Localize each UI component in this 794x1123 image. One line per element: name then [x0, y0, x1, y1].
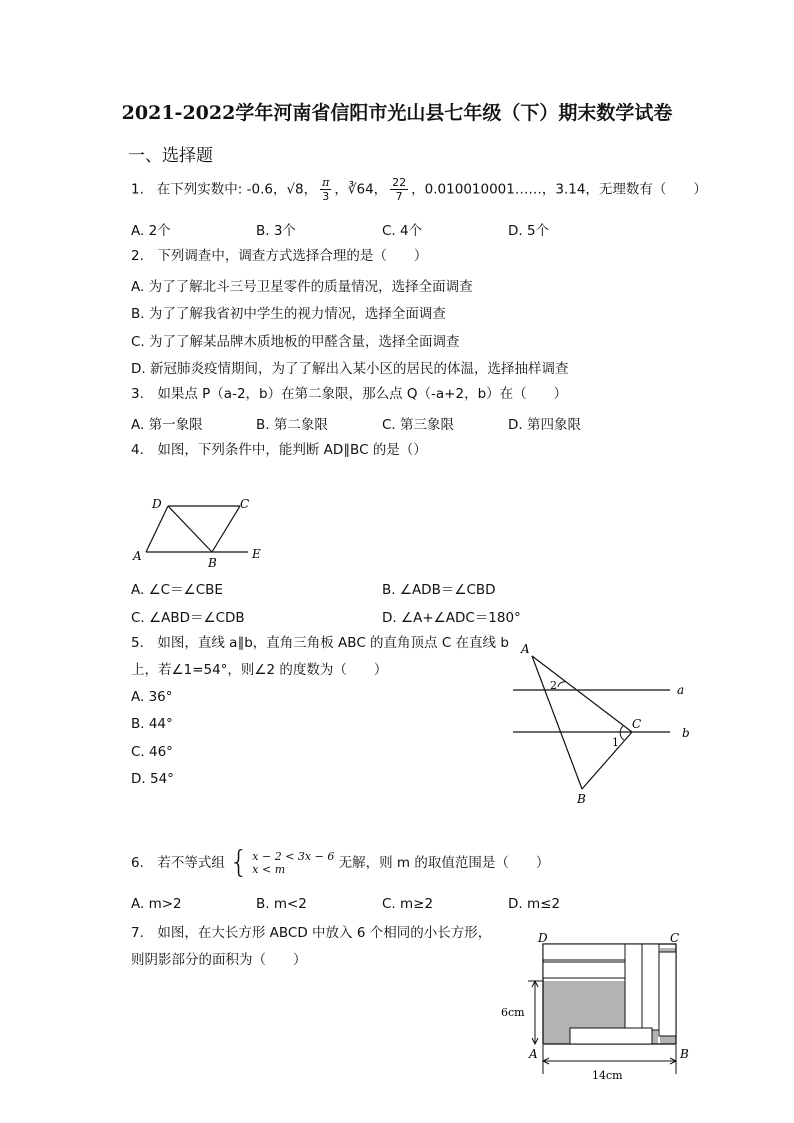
- q5-label-line-b: b: [682, 726, 690, 740]
- q6-inequality-2: x < m: [252, 863, 286, 876]
- q3-option-a: A. 第一象限: [131, 417, 203, 433]
- q5-label-angle-2: 2: [550, 679, 557, 692]
- q5-side-ac: [532, 656, 632, 732]
- q1-sqrt8: √8: [286, 181, 304, 198]
- q1-prefix: 在下列实数中: -0.6，: [156, 181, 287, 198]
- q7-stem-line1: 7. 如图，在大长方形 ABCD 中放入 6 个相同的小长方形，: [131, 925, 492, 941]
- q7-stem-line2: 则阴影部分的面积为（ ）: [131, 952, 307, 968]
- q4-label-c: C: [240, 497, 250, 511]
- q7-label-c: C: [670, 931, 680, 945]
- q4-option-d: D. ∠A+∠ADC＝180°: [382, 610, 521, 626]
- q5-label-line-a: a: [677, 683, 685, 697]
- q5-label-c: C: [632, 717, 642, 731]
- q6-prefix: 6. 若不等式组: [131, 855, 225, 871]
- q7-small-rect-6: [570, 1028, 652, 1044]
- q5-label-a-vertex: A: [521, 642, 530, 656]
- q1-pi-fraction: [320, 176, 331, 203]
- q4-option-b: B. ∠ADB＝∠CBD: [382, 582, 496, 598]
- question-1: 1. 在下列实数中: -0.6，√8， $\frac{\pi}{3}$ ，∛64， $\frac{22}{7}$ ，0.010010001……，3.14，无理数有（ ）: [131, 176, 707, 203]
- q7-figure: [498, 926, 698, 1086]
- q3-stem: 3. 如果点 P（a-2，b）在第二象限，那么点 Q（-a+2，b）在（ ）: [131, 386, 568, 402]
- q1-suffix: ，0.010010001……，3.14，无理数有（ ）: [411, 181, 707, 198]
- q5-stem-line1: 5. 如图，直线 a∥b，直角三角板 ABC 的直角顶点 C 在直线 b: [131, 635, 509, 651]
- q5-side-cb: [582, 732, 632, 789]
- q1-f-num: 22: [392, 176, 407, 189]
- q1-pi-num: π: [322, 176, 330, 189]
- q7-small-rect-5: [659, 952, 676, 1036]
- q6-option-a: A. m>2: [131, 896, 182, 912]
- q1-option-d: D. 5个: [508, 223, 550, 239]
- q6-option-d: D. m≤2: [508, 896, 561, 912]
- q5-figure: [505, 640, 700, 810]
- q4-label-b: B: [208, 556, 217, 570]
- section-heading: 一、选择题: [128, 146, 213, 166]
- q2-option-a: A. 为了了解北斗三号卫星零件的质量情况，选择全面调查: [131, 279, 473, 295]
- q6-option-b: B. m<2: [256, 896, 307, 912]
- q4-segment-db: [168, 506, 212, 552]
- q3-option-b: B. 第二象限: [256, 417, 328, 433]
- q7-small-rect-2: [543, 962, 625, 978]
- q4-label-e: E: [252, 547, 261, 561]
- exam-title: 2021-2022学年河南省信阳市光山县七年级（下）期末数学试卷: [121, 102, 673, 124]
- q4-label-a: A: [133, 549, 142, 563]
- q2-stem: 2. 下列调查中，调查方式选择合理的是（ ）: [131, 248, 428, 264]
- q5-stem-line2: 上，若∠1=54°，则∠2 的度数为（ ）: [131, 662, 388, 678]
- q6-option-c: C. m≥2: [382, 896, 434, 912]
- q6-suffix: 无解，则 m 的取值范围是（ ）: [338, 855, 550, 871]
- q1-option-b: B. 3个: [256, 223, 296, 239]
- q2-option-d: D. 新冠肺炎疫情期间，为了了解出入某小区的居民的体温，选择抽样调查: [131, 361, 569, 377]
- q4-option-c: C. ∠ABD＝∠CDB: [131, 610, 245, 626]
- q4-figure: [128, 490, 273, 575]
- q6-inequality-system: [248, 850, 334, 876]
- q5-label-b-vertex: B: [577, 792, 586, 806]
- q1-cbrt64: ∛64: [347, 181, 374, 198]
- q1-f-den: 7: [395, 190, 403, 203]
- q7-label-height: 6cm: [501, 1006, 525, 1019]
- q1-number: 1.: [131, 181, 144, 198]
- q7-label-b: B: [680, 1047, 689, 1061]
- q7-label-a: A: [529, 1047, 538, 1061]
- q5-side-ab: [532, 656, 582, 789]
- q4-label-d: D: [152, 497, 162, 511]
- q5-option-c: C. 46°: [131, 744, 173, 760]
- q5-option-b: B. 44°: [131, 716, 173, 732]
- q1-pi-den: 3: [322, 190, 330, 203]
- q4-segment-cb: [212, 506, 240, 552]
- q1-option-a: A. 2个: [131, 223, 171, 239]
- q6-brace-icon: {: [229, 845, 249, 880]
- q7-label-d: D: [538, 931, 548, 945]
- q7-small-rect-3: [625, 944, 642, 1030]
- q4-segment-ad: [146, 506, 168, 552]
- q5-label-angle-1: 1: [612, 736, 619, 749]
- q4-option-a: A. ∠C＝∠CBE: [131, 582, 223, 598]
- q5-option-d: D. 54°: [131, 771, 174, 787]
- question-6: [131, 845, 550, 880]
- q3-option-d: D. 第四象限: [508, 417, 581, 433]
- q5-angle-1-arc: [620, 726, 624, 740]
- q5-angle-2-arc: [558, 682, 565, 687]
- q1-option-c: C. 4个: [382, 223, 423, 239]
- q1-22-7-fraction: [390, 176, 408, 203]
- q7-label-width: 14cm: [592, 1069, 623, 1082]
- q7-small-rect-4: [642, 944, 659, 1030]
- q2-option-c: C. 为了了解某品牌木质地板的甲醛含量，选择全面调查: [131, 334, 460, 350]
- q4-stem: 4. 如图，下列条件中，能判断 AD∥BC 的是（）: [131, 442, 427, 458]
- q7-small-rect-1: [543, 944, 625, 960]
- q3-option-c: C. 第三象限: [382, 417, 455, 433]
- q2-option-b: B. 为了了解我省初中学生的视力情况，选择全面调查: [131, 306, 446, 322]
- q5-option-a: A. 36°: [131, 689, 173, 705]
- q6-inequality-1: x − 2 < 3x − 6: [252, 850, 335, 863]
